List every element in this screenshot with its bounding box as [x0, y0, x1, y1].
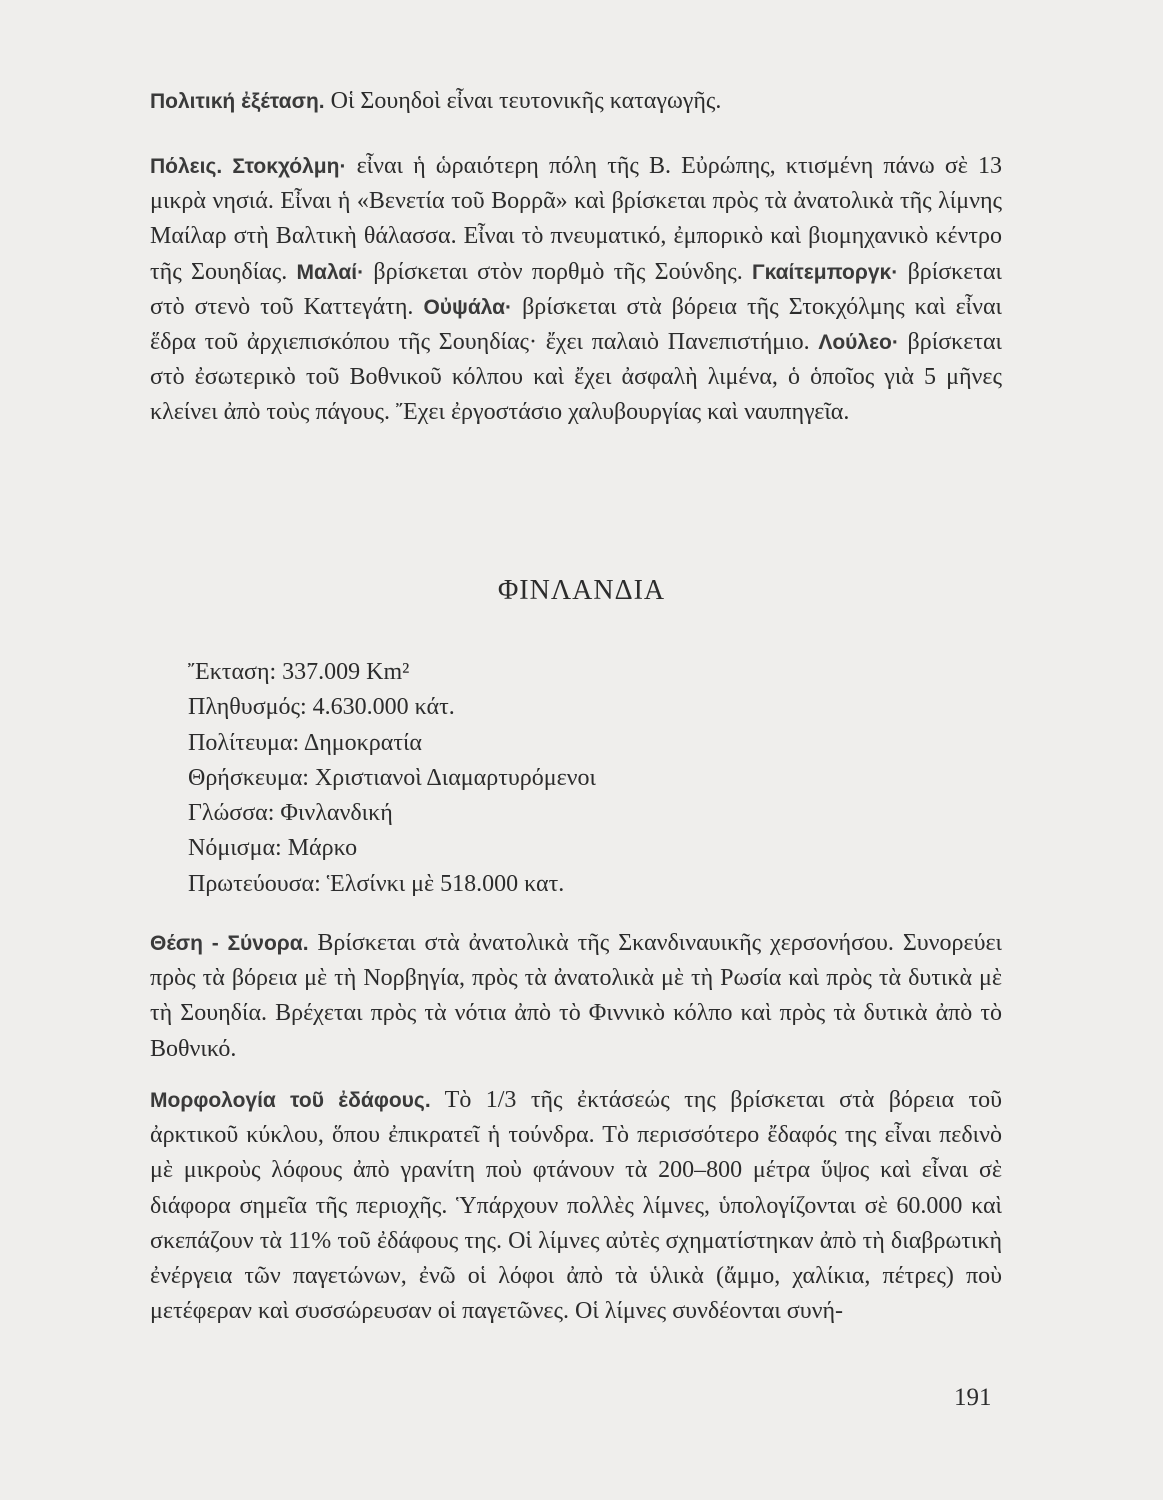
section-title: ΦΙΝΛΑΝΔΙΑ: [497, 575, 666, 606]
fact-language: Γλώσσα: Φινλανδική: [188, 800, 393, 827]
lulea-heading: Λούλεο·: [818, 331, 899, 355]
position-text: Βρίσκεται στὰ ἀνατολικὰ τῆς Σκανδιναυικῆς χερσονήσου. Συνορεύει πρὸς τὰ βόρεια μὲ τὴ Νορβηγία, πρὸς τὰ ἀνατολικὰ μὲ τὴ Ρωσία καὶ πρὸς τὰ δυτικὰ μὲ τὴ Σουηδία. Βρέχεται πρὸς τὰ νότια ἀπὸ τὸ Φιννικὸ κόλπο καὶ πρὸς τὰ δυτικὰ ἀπὸ τὸ Βοθνικό.: [150, 930, 1002, 1062]
malmo-heading: Μαλαί·: [296, 260, 365, 284]
uppsala-text: βρίσκεται στὰ βόρεια τῆς Στοκχόλμης καὶ εἶναι ἕδρα τοῦ ἀρχιεπισκόπου τῆς Σουηδίας· ἔχει παλαιὸ Πανεπιστήμιο.: [150, 293, 1003, 356]
stockholm-text: εἶναι ἡ ὡραιότερη πόλη τῆς Β. Εὐρώπης, κτισμένη πάνω σὲ 13 μικρὰ νησιά. Εἶναι ἡ «Βενετία τοῦ Βορρᾶ» καὶ βρίσκεται πρὸς τὰ ἀνατολικὰ τῆς λίμνης Μαίλαρ στὴ Βαλτικὴ θάλασσα. Εἶναι τὸ πνευματικό, ἐμπορικὸ καὶ βιομηχανικὸ κέντρο τῆς Σουηδίας.: [150, 153, 1003, 285]
morphology-text: Τὸ 1/3 τῆς ἐκτάσεώς της βρίσκεται στὰ βόρεια τοῦ ἀρκτικοῦ κύκλου, ὅπου ἐπικρατεῖ ἡ τούνδρα. Τὸ περισσότερο ἔδαφός της εἶναι πεδινὸ μὲ μικροὺς λόφους ἀπὸ γρανίτη ποὺ φτάνουν τὰ 200–800 μέτρα ὕψος καὶ εἶναι σὲ διάφορα σημεῖα τῆς περιοχῆς. Ὑπάρχουν πολλὲς λίμνες, ὑπολογίζονται σὲ 60.000 καὶ σκεπάζουν τὰ 11% τοῦ ἐδάφους της. Οἱ λίμνες αὐτὲς σχηματίστηκαν ἀπὸ τὴ διαβρωτικὴ ἐνέργεια τῶν παγετώνων, ἐνῶ οἱ λόφοι ἀπὸ τὰ ὑλικὰ (ἄμμο, χαλίκια, πέτρες) ποὺ μετέφεραν καὶ συσσώρευσαν οἱ παγετῶνες. Οἱ λίμνες συνδέονται συνή-: [150, 1087, 1002, 1325]
cities-heading: Πόλεις.: [150, 155, 223, 178]
malmo-text: βρίσκεται στὸν πορθμὸ τῆς Σούνδης.: [364, 258, 743, 285]
fact-population: Πληθυσμός: 4.630.000 κάτ.: [188, 694, 455, 721]
cities-paragraph: [150, 149, 1002, 431]
fact-capital: Πρωτεύουσα: Ἑλσίνκι μὲ 518.000 κατ.: [188, 870, 565, 897]
uppsala-heading: Οὐψάλα·: [423, 295, 513, 319]
fact-area: Ἔκταση: 337.009 Km²: [188, 659, 410, 685]
position-heading: Θέση - Σύνορα.: [150, 932, 309, 955]
politics-heading: Πολιτική ἐξέταση.: [150, 90, 325, 113]
position-paragraph: [150, 926, 1002, 1067]
morphology-paragraph: [150, 1083, 1002, 1329]
stockholm-heading: Στοκχόλμη·: [232, 155, 347, 178]
morphology-heading: Μορφολογία τοῦ ἐδάφους.: [150, 1089, 431, 1112]
goteborg-heading: Γκαίτεμποργκ·: [752, 260, 899, 284]
politics-text: Οἱ Σουηδοὶ εἶναι τευτονικῆς καταγωγῆς.: [324, 88, 722, 114]
lulea-text: βρίσκεται στὸ ἐσωτερικὸ τοῦ Βοθνικοῦ κόλπου καὶ ἔχει ἀσφαλὴ λιμένα, ὁ ὁποῖος γιὰ 5 μῆνες κλείνει ἀπὸ τοὺς πάγους. Ἔχει ἐργοστάσιο χαλυβουργίας καὶ ναυπηγεῖα.: [150, 329, 1002, 426]
goteborg-text: βρίσκεται στὸ στενὸ τοῦ Καττεγάτη.: [150, 258, 1002, 320]
fact-currency: Νόμισμα: Μάρκο: [188, 835, 358, 862]
politics-paragraph: [150, 84, 1002, 119]
fact-government: Πολίτευμα: Δημοκρατία: [188, 729, 422, 756]
page-number: 191: [954, 1384, 992, 1411]
fact-religion: Θρήσκευμα: Χριστιανοὶ Διαμαρτυρόμενοι: [188, 764, 596, 791]
facts-list: [188, 655, 596, 902]
